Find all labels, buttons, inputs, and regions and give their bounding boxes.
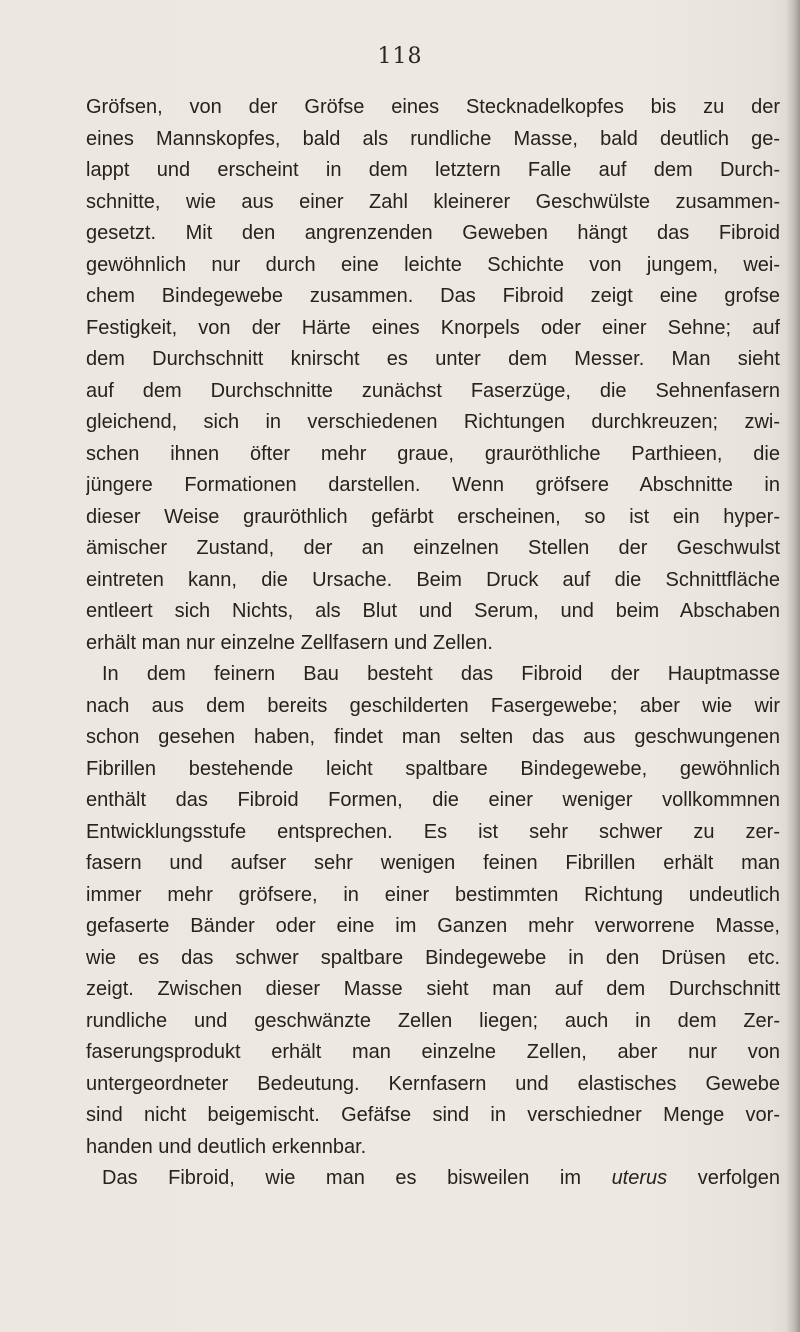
latin-term: uterus — [611, 1167, 668, 1189]
text-line: untergeordneter Bedeutung. Kernfasern und elastisches Gewebe — [86, 1072, 780, 1095]
paragraph-start-line — [86, 1163, 780, 1195]
page-number: 118 — [377, 44, 423, 69]
text-line: gesetzt. Mit den angrenzenden Geweben hängt das Fibroid — [86, 222, 780, 244]
text-line: Festigkeit, von der Härte eines Knorpels oder einer Sehne; auf — [86, 316, 780, 339]
text-line: wie es das schwer spaltbare Bindegewebe in den Drüsen etc. — [86, 946, 780, 969]
text-line: eines Mannskopfes, bald als rundliche Masse, bald deutlich ge- — [86, 127, 780, 150]
text-line: enthält das Fibroid Formen, die einer weniger vollkommnen — [86, 789, 780, 811]
text-line: chem Bindegewebe zusammen. Das Fibroid zeigt eine grofse — [86, 285, 780, 307]
paragraph-start-line: In dem feinern Bau besteht das Fibroid der Hauptmasse — [102, 663, 780, 685]
text-line: gewöhnlich nur durch eine leichte Schichte von jungem, wei- — [86, 253, 780, 276]
text-line: lappt und erscheint in dem letztern Falle auf dem Durch- — [86, 159, 780, 181]
text-line: entleert sich Nichts, als Blut und Serum, und beim Abschaben — [86, 600, 780, 622]
text-line: schon gesehen haben, findet man selten das aus geschwungenen — [86, 726, 780, 748]
text-line: Gröfsen, von der Gröfse eines Stecknadelkopfes bis zu der — [86, 96, 780, 118]
body-text — [86, 92, 780, 1195]
text-line: immer mehr gröfsere, in einer bestimmten Richtung undeutlich — [86, 883, 780, 906]
text-line: gefaserte Bänder oder eine im Ganzen mehr verworrene Masse, — [86, 915, 780, 937]
text-line: faserungsprodukt erhält man einzelne Zellen, aber nur von — [86, 1041, 780, 1063]
paragraph-end-line: erhält man nur einzelne Zellfasern und Zellen. — [86, 631, 493, 654]
text-line: nach aus dem bereits geschilderten Fasergewebe; aber wie wir — [86, 694, 780, 717]
last-line-before: Das Fibroid, wie man es bisweilen im — [102, 1167, 612, 1189]
last-line-after: verfolgen — [667, 1167, 780, 1189]
text-line: zeigt. Zwischen dieser Masse sieht man auf dem Durchschnitt — [86, 978, 780, 1000]
paragraph-end-line: handen und deutlich erkennbar. — [86, 1135, 367, 1158]
text-line: schen ihnen öfter mehr graue, grauröthliche Parthieen, die — [86, 442, 780, 465]
text-line: dieser Weise grauröthlich gefärbt erscheinen, so ist ein hyper- — [86, 505, 780, 528]
text-line: fasern und aufser sehr wenigen feinen Fibrillen erhält man — [86, 852, 780, 874]
page-edge-shadow — [786, 0, 800, 1332]
text-line: eintreten kann, die Ursache. Beim Druck auf die Schnittfläche — [86, 568, 780, 591]
text-line: Fibrillen bestehende leicht spaltbare Bindegewebe, gewöhnlich — [86, 757, 780, 780]
text-line: Entwicklungsstufe entsprechen. Es ist sehr schwer zu zer- — [86, 820, 780, 843]
text-line: gleichend, sich in verschiedenen Richtungen durchkreuzen; zwi- — [86, 411, 780, 433]
text-line: sind nicht beigemischt. Gefäfse sind in verschiedner Menge vor- — [86, 1104, 780, 1126]
text-line: dem Durchschnitt knirscht es unter dem Messer. Man sieht — [86, 348, 780, 370]
text-line: rundliche und geschwänzte Zellen liegen; auch in dem Zer- — [86, 1009, 780, 1032]
text-line: ämischer Zustand, der an einzelnen Stellen der Geschwulst — [86, 537, 780, 559]
text-line: jüngere Formationen darstellen. Wenn gröfsere Abschnitte in — [86, 474, 780, 496]
text-line: auf dem Durchschnitte zunächst Faserzüge, die Sehnenfasern — [86, 379, 780, 402]
text-line: schnitte, wie aus einer Zahl kleinerer Geschwülste zusammen- — [86, 190, 780, 213]
